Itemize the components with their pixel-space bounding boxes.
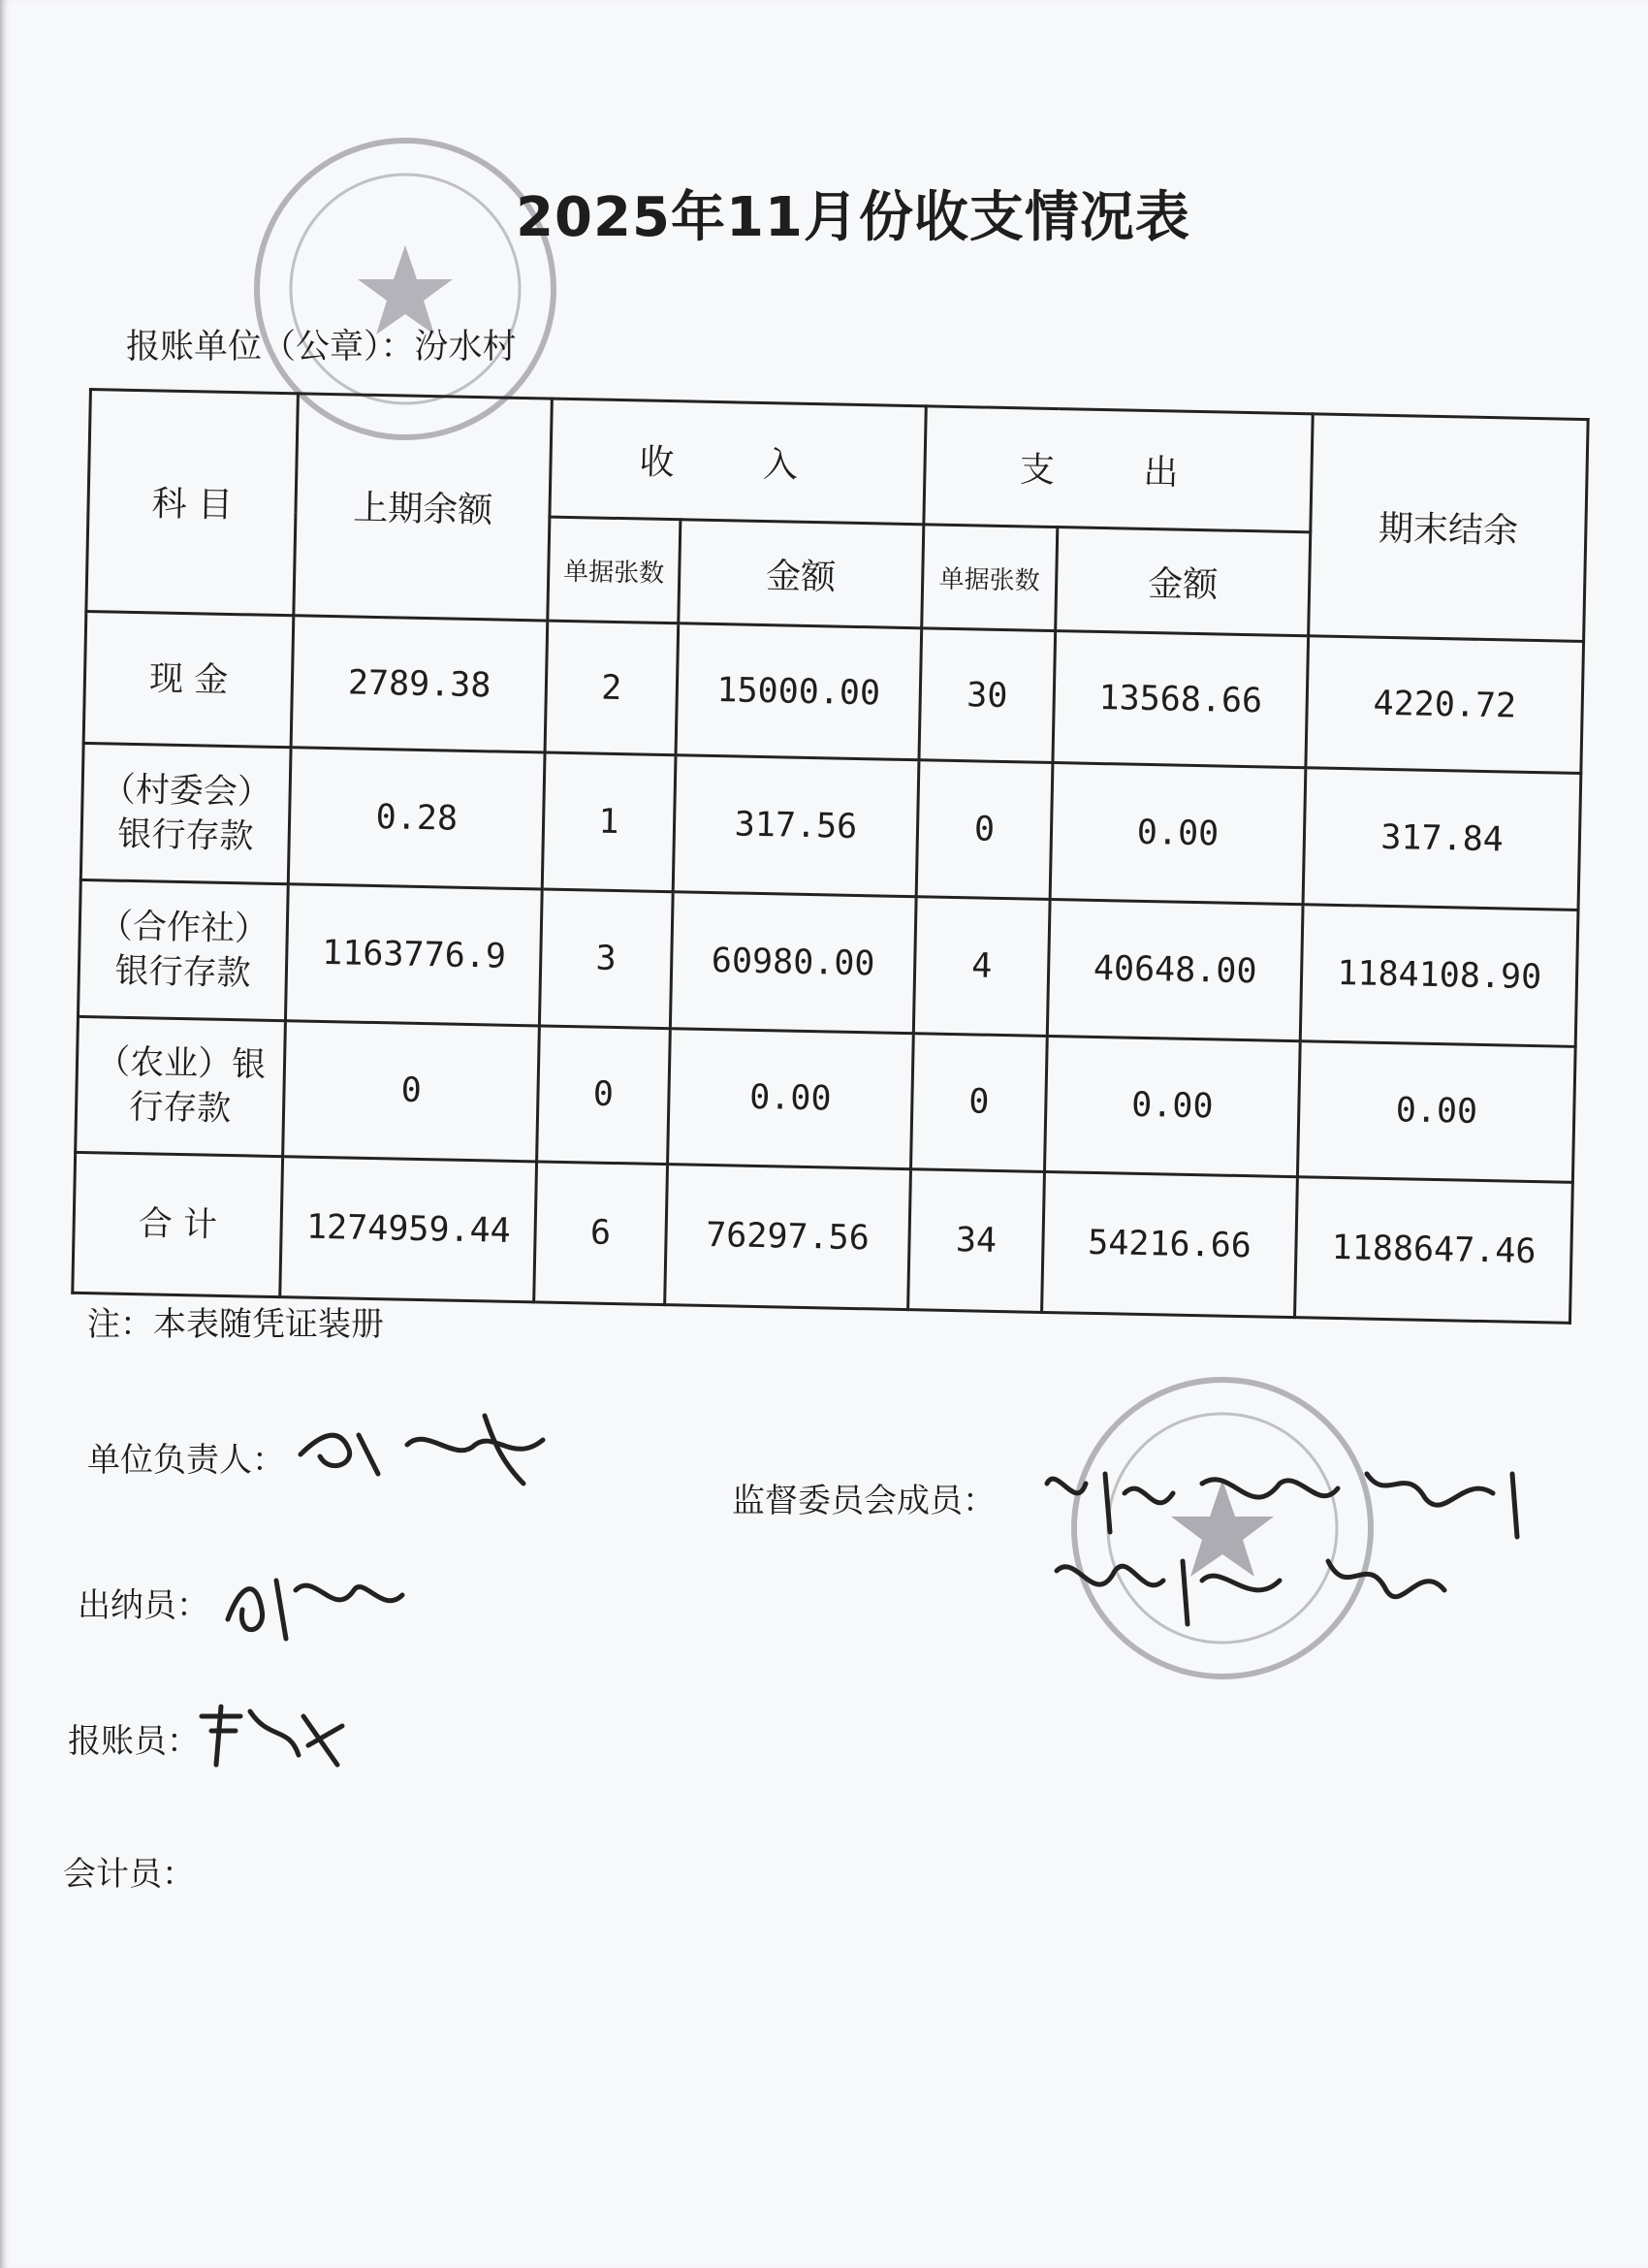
cell-out-amount: 0.00 [1044,1036,1300,1177]
cell-end: 0.00 [1298,1040,1575,1182]
cell-in-count: 3 [540,889,673,1028]
cell-in-amount: 76297.56 [664,1165,910,1310]
unit-head-label: 单位负责人： [87,1441,285,1480]
header-prev-balance: 上期余额 [294,394,552,621]
cell-prev: 1163776.9 [286,884,543,1026]
cell-out-count: 0 [911,1033,1047,1171]
cell-prev: 0.28 [289,748,546,889]
cell-in-count: 0 [537,1025,670,1164]
document-title: 2025年11月份收支情况表 [516,186,1190,249]
cell-prev: 1274959.44 [280,1157,537,1302]
header-expense-count: 单据张数 [922,525,1058,630]
unit-head-signature [291,1396,562,1497]
reporter-label: 报账员： [68,1722,200,1761]
row-label-village-bank [80,744,291,884]
cell-end: 1188647.46 [1295,1177,1573,1324]
row-label-line1: （合作社） [98,907,269,949]
row-label-line2: 银行存款 [117,815,254,857]
header-income-count: 单据张数 [548,518,681,623]
cell-out-count: 0 [916,760,1052,899]
cell-out-count: 30 [919,628,1055,763]
cashier-signature [218,1551,412,1652]
ledger-table-wrap [71,388,1589,1325]
header-subject: 科 目 [86,390,299,616]
cell-in-amount: 0.00 [667,1028,913,1169]
row-label-cash: 现 金 [83,611,294,748]
header-expense-amount: 金额 [1055,527,1311,636]
header-end-balance: 期末结余 [1309,414,1588,642]
cell-end: 317.84 [1303,768,1580,910]
row-label-line1: （农业）银 [95,1042,267,1086]
cell-in-amount: 317.56 [673,755,919,897]
reporter-signature [192,1687,347,1778]
cell-out-count: 34 [908,1169,1044,1313]
accountant-label: 会计员： [63,1855,195,1894]
row-label-line1: （村委会） [101,770,272,813]
row-label-line2: 银行存款 [114,951,251,994]
row-label-agri-bank [76,1016,286,1157]
row-label-line2: 行存款 [128,1088,232,1130]
cell-out-amount: 13568.66 [1053,631,1309,769]
cell-out-amount: 0.00 [1050,763,1306,905]
cell-in-count: 2 [545,621,678,755]
reporting-unit: 报账单位（公章）：汾水村 [126,328,517,367]
cell-in-amount: 60980.00 [670,892,916,1034]
income-expense-table [71,388,1589,1325]
cell-prev: 0 [283,1020,540,1162]
supervision-signatures [1037,1445,1541,1643]
cell-end: 4220.72 [1306,636,1583,774]
row-label-coop-bank [78,879,288,1020]
row-label-total: 合 计 [73,1152,283,1296]
cell-out-count: 4 [914,897,1050,1036]
header-income: 收 入 [550,399,926,525]
header-income-amount: 金额 [678,520,924,628]
cell-prev: 2789.38 [291,616,547,753]
cell-end: 1184108.90 [1301,905,1578,1046]
table-note: 注：本表随凭证装册 [87,1305,384,1344]
cell-out-amount: 54216.66 [1041,1172,1297,1318]
cell-out-amount: 40648.00 [1047,899,1303,1040]
cell-in-count: 1 [542,752,675,891]
cashier-label: 出纳员： [78,1586,209,1625]
supervision-committee-label: 监督委员会成员： [732,1482,996,1520]
cell-in-count: 6 [534,1162,667,1305]
cell-in-amount: 15000.00 [676,623,922,760]
header-expense: 支 出 [924,406,1313,532]
